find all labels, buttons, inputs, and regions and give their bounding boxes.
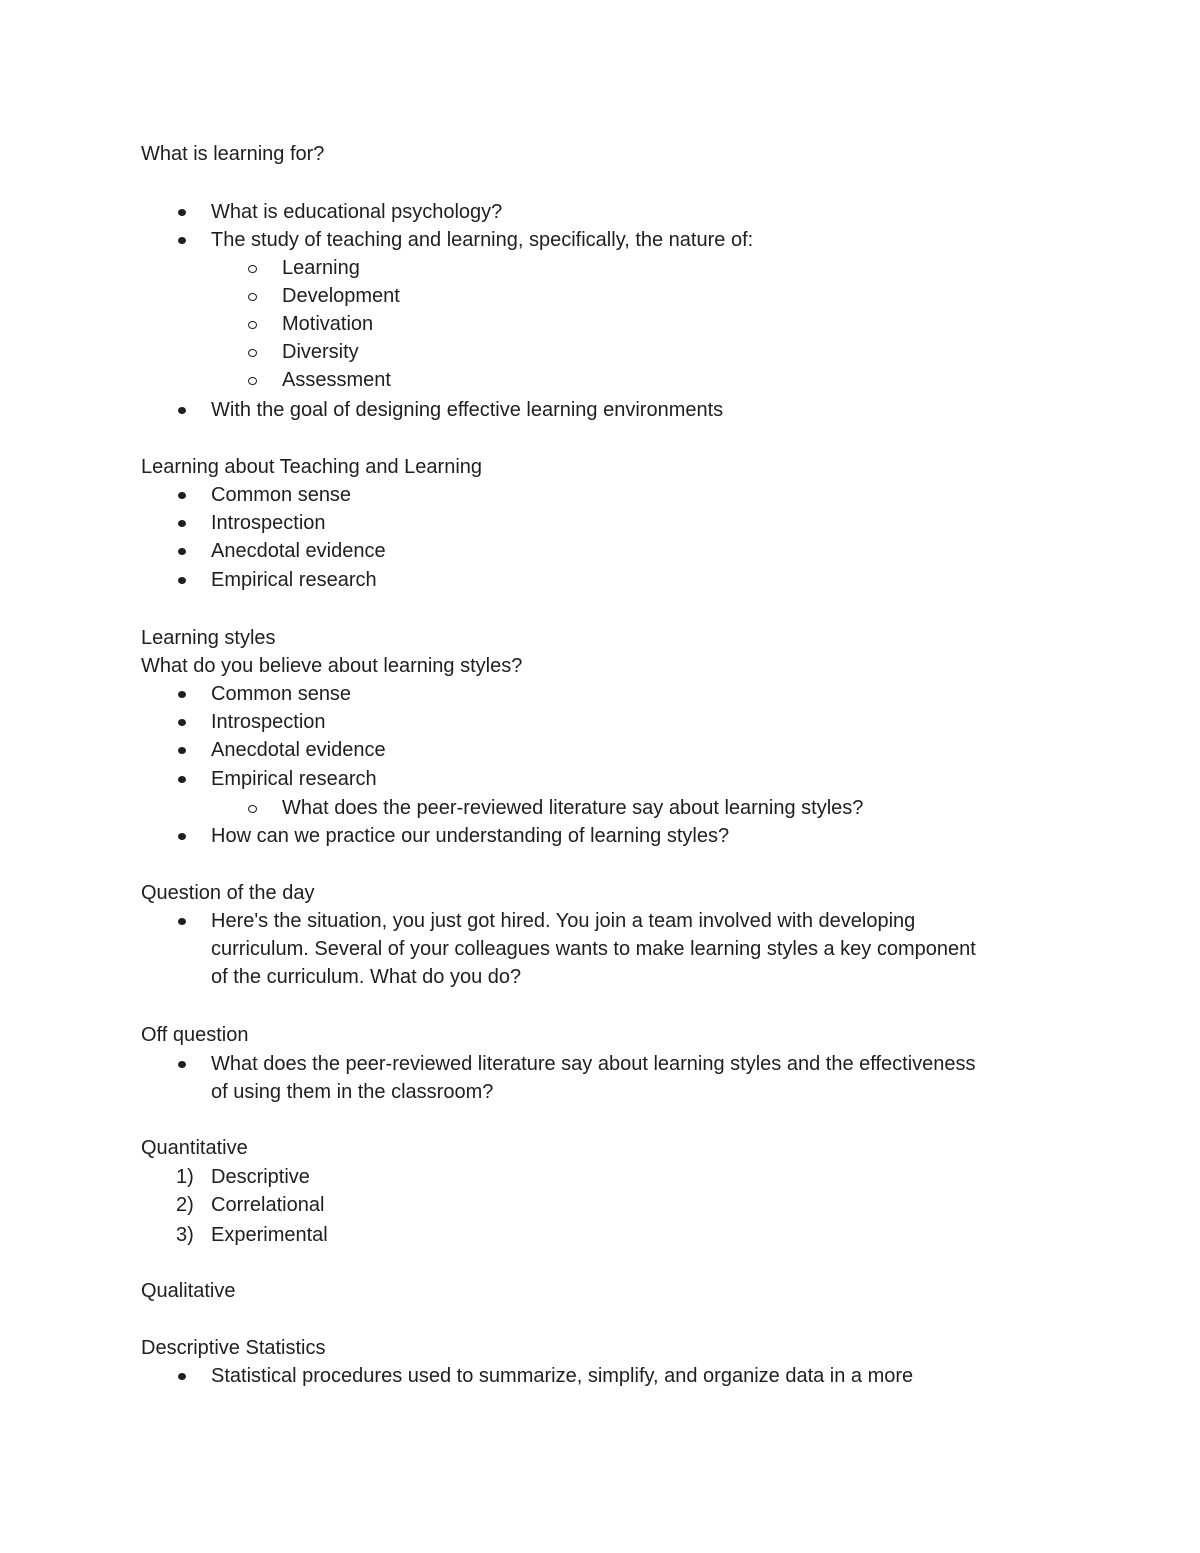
sub-list-item: Assessment [282,369,391,391]
bullet-icon [178,918,186,925]
numbered-item: Descriptive [211,1166,310,1188]
bullet-icon [178,520,186,527]
paragraph-line: Here's the situation, you just got hired. You join a team involved with developing [211,910,916,932]
bullet-icon [178,548,186,555]
sub-list-item: Diversity [282,341,359,363]
section-subheading: What do you believe about learning styles? [141,655,523,677]
paragraph-line: Statistical procedures used to summarize, simplify, and organize data in a more [211,1365,914,1387]
list-item: Anecdotal evidence [211,540,386,562]
bullet-icon [178,776,186,783]
bullet-icon [178,492,186,499]
numbered-item: Experimental [211,1224,328,1246]
bullet-icon [178,719,186,726]
bullet-icon [178,237,186,244]
circle-bullet-icon [248,265,257,273]
circle-bullet-icon [248,321,257,329]
section-heading: Descriptive Statistics [141,1337,326,1359]
section-heading: Off question [141,1024,249,1046]
section-heading: Question of the day [141,882,315,904]
section-heading: Learning about Teaching and Learning [141,456,483,478]
bullet-icon [178,833,186,840]
section-heading: What is learning for? [141,143,325,165]
list-number: 1) [176,1166,194,1188]
bullet-icon [178,407,186,414]
bullet-icon [178,747,186,754]
list-item: Common sense [211,484,352,506]
list-number: 2) [176,1194,194,1216]
list-item: Anecdotal evidence [211,739,386,761]
paragraph-line: of using them in the classroom? [211,1081,494,1103]
sub-list-item: Development [282,285,400,307]
section-heading: Quantitative [141,1137,248,1159]
circle-bullet-icon [248,349,257,357]
bullet-icon [178,577,186,584]
bullet-icon [178,1373,186,1380]
bullet-icon [178,691,186,698]
bullet-icon [178,1061,186,1068]
list-item: With the goal of designing effective learning environments [211,399,724,421]
list-number: 3) [176,1224,194,1246]
list-item: What is educational psychology? [211,201,503,223]
sub-list-item: Learning [282,257,360,279]
list-item: Introspection [211,512,326,534]
list-item: The study of teaching and learning, specifically, the nature of: [211,229,754,251]
paragraph-line: What does the peer-reviewed literature say about learning styles and the effectiveness [211,1053,976,1075]
section-heading: Learning styles [141,627,276,649]
circle-bullet-icon [248,805,257,813]
paragraph-line: curriculum. Several of your colleagues wants to make learning styles a key component [211,938,976,960]
circle-bullet-icon [248,293,257,301]
list-item: Introspection [211,711,326,733]
sub-list-item: What does the peer-reviewed literature say about learning styles? [282,797,864,819]
list-item: Empirical research [211,569,377,591]
paragraph-line: of the curriculum. What do you do? [211,966,522,988]
bullet-icon [178,209,186,216]
list-item: How can we practice our understanding of learning styles? [211,825,730,847]
list-item: Empirical research [211,768,377,790]
numbered-item: Correlational [211,1194,325,1216]
sub-list-item: Motivation [282,313,374,335]
section-heading: Qualitative [141,1280,236,1302]
circle-bullet-icon [248,377,257,385]
list-item: Common sense [211,683,352,705]
